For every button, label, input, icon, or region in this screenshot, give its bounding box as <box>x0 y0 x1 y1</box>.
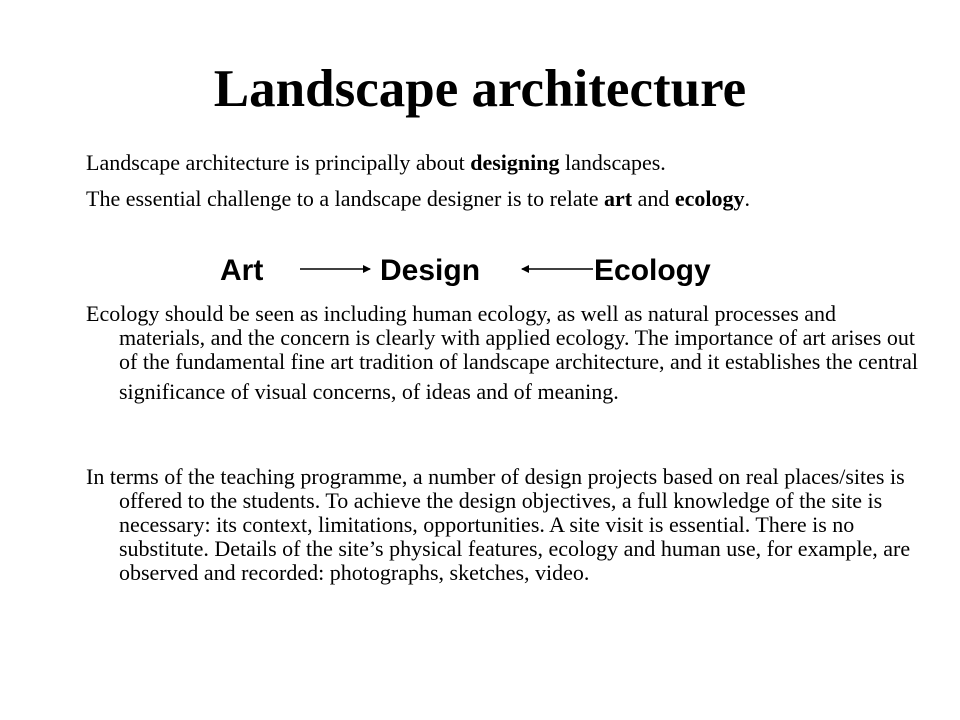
art-design-ecology-diagram <box>200 250 760 294</box>
diagram-label-ecology: Ecology <box>594 254 711 287</box>
challenge-bold-ecology: ecology <box>674 186 745 211</box>
diagram-label-art: Art <box>220 254 264 287</box>
challenge-paragraph <box>86 187 919 211</box>
ecology-text-continuation: significance of visual concerns, of ideas and of meaning. <box>119 379 619 404</box>
teaching-paragraph <box>86 465 919 585</box>
challenge-text-end: . <box>744 186 751 211</box>
diagram-label-design: Design <box>380 254 481 287</box>
challenge-bold-art: art <box>604 186 633 211</box>
challenge-text-start: The essential challenge to a landscape designer is to relate <box>86 186 605 211</box>
intro-text-start: Landscape architecture is principally about <box>86 150 471 175</box>
intro-paragraph <box>86 151 919 175</box>
ecology-paragraph <box>86 302 919 404</box>
intro-text-end: landscapes. <box>559 150 666 175</box>
teaching-text: In terms of the teaching programme, a number of design projects based on real places/sites is offered to the students. To achieve the design objectives, a full knowledge of the site is necessary: its context, limitations, opportunities. A site visit is essential. There is no substitute. Details of the site’s physical features, ecology and human use, for example, are observed and recorded: photographs, sketches, video. <box>86 464 911 585</box>
challenge-text-middle: and <box>632 186 675 211</box>
slide-title: Landscape architecture <box>213 60 747 118</box>
intro-bold-designing: designing <box>470 150 560 175</box>
ecology-text: Ecology should be seen as including human ecology, as well as natural processes and materials, and the concern is clearly with applied ecology. The importance of art arises out of the fundamental fine art tradition of landscape architecture, and it establishes the central <box>86 301 919 374</box>
